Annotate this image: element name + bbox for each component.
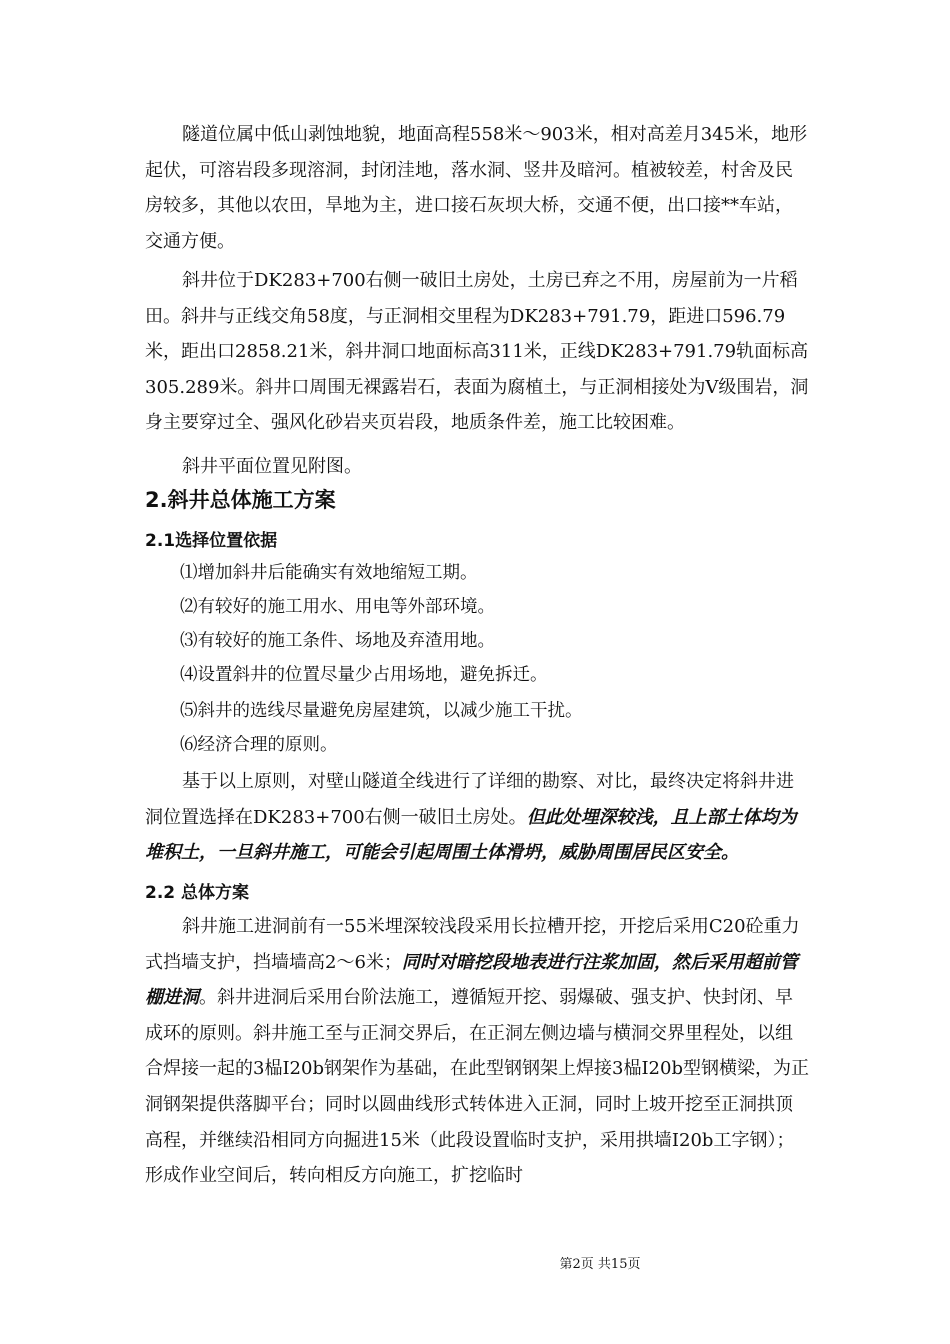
list-item: ⑸斜井的选线尽量避免房屋建筑，以减少施工干扰。: [180, 701, 583, 721]
subsection-heading-2-2: 2.2 总体方案: [145, 883, 250, 903]
paragraph-site-selection: [145, 764, 810, 871]
paragraph-text: 斜井施工进洞前有一55米埋深较浅段采用长拉槽开挖，开挖后采用C20砼重力式挡墙支护，挡墙墙高2～6米；: [145, 916, 800, 973]
page-number-text: 第2页 共15页: [559, 1257, 641, 1272]
list-item: ⑶有较好的施工条件、场地及弃渣用地。: [180, 631, 495, 651]
section-heading-2: 2.斜井总体施工方案: [145, 488, 336, 512]
subsection-heading-2-1: 2.1选择位置依据: [145, 531, 278, 551]
paragraph-text: 。斜井进洞后采用台阶法施工，遵循短开挖、弱爆破、强支护、快封闭、早成环的原则。斜井施工至与正洞交界后，在正洞左侧边墙与横洞交界里程处，以组合焊接一起的3榀I20b钢架作为基础，在此型钢钢架上焊接3榀I20b型钢横梁，为正洞钢架提供落脚平台；同时以圆曲线形式转体进入正洞，同时上坡开挖至正洞拱顶高程，并继续沿相同方向掘进15米（此段设置临时支护，采用拱墙I20b工字钢）；形成作业空间后，转向相反方向施工，扩挖临时: [145, 987, 809, 1187]
list-item: ⑴增加斜井后能确实有效地缩短工期。: [180, 563, 478, 583]
paragraph-see-figure: 斜井平面位置见附图。: [182, 456, 362, 477]
emphasized-warning: 但此处埋深较浅，且上部土体均为堆积土，一旦斜井施工，可能会引起周围土体滑坍，威胁周围居民区安全。: [145, 806, 797, 864]
paragraph-overall-plan: [145, 909, 810, 1194]
list-item: ⑷设置斜井的位置尽量少占用场地，避免拆迁。: [180, 665, 548, 685]
page-number: [0, 1253, 950, 1272]
paragraph-text: 基于以上原则，对壁山隧道全线进行了详细的勘察、对比，最终决定将斜井进洞位置选择在DK283+700右侧一破旧土房处。: [145, 771, 794, 828]
list-item: ⑵有较好的施工用水、用电等外部环境。: [180, 597, 495, 617]
list-item: ⑹经济合理的原则。: [180, 735, 338, 755]
paragraph-inclined-shaft-location: 斜井位于DK283+700右侧一破旧土房处，土房已弃之不用，房屋前为一片稻田。斜井与正线交角58度，与正洞相交里程为DK283+791.79，距进口596.79米，距出口2858.21米，斜井洞口地面标高311米，正线DK283+791.79轨面标高305.289米。斜井口周围无裸露岩石，表面为腐植土，与正洞相接处为Ⅴ级围岩，洞身主要穿过全、强风化砂岩夹页岩段，地质条件差，施工比较困难。: [145, 270, 809, 434]
emphasized-text: 同时对暗挖段地表进行注浆加固，然后采用超前管棚进洞: [145, 951, 798, 1009]
paragraph-terrain: 隧道位属中低山剥蚀地貌，地面高程558米～903米，相对高差月345米，地形起伏，可溶岩段多现溶洞，封闭洼地，落水洞、竖井及暗河。植被较差，村舍及民房较多，其他以农田，旱地为主，进口接石灰坝大桥，交通不便，出口接**车站，交通方便。: [145, 124, 808, 252]
